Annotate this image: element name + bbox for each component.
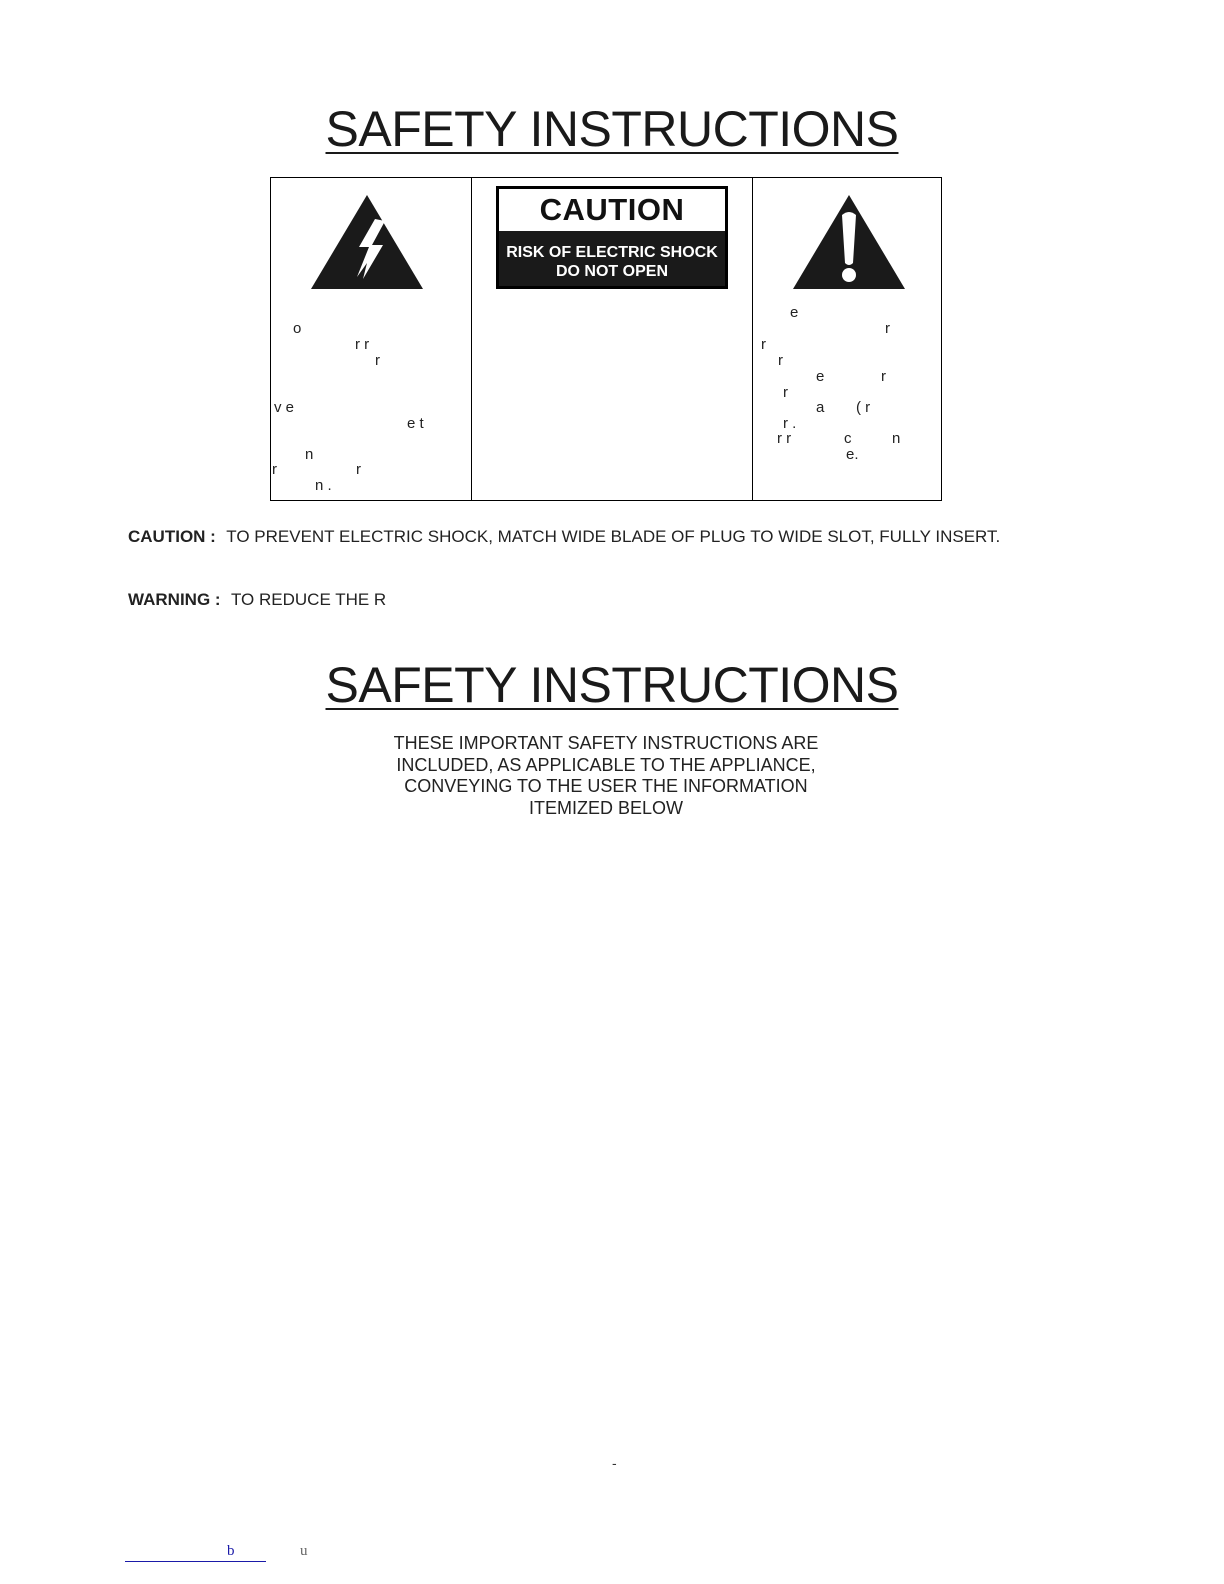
symbol-description-fragment: r . [783,415,797,432]
symbol-description-fragment: e [816,368,825,385]
symbol-description-fragment: r [885,320,890,337]
symbol-description-fragment: n [305,446,314,463]
page-title-top: SAFETY INSTRUCTIONS [325,101,899,157]
footer-link-text: b [227,1543,235,1559]
caution-risk-text: RISK OF ELECTRIC SHOCK [506,244,718,261]
symbol-description-fragment: r r [355,336,370,353]
symbol-description-fragment: r [881,368,886,385]
symbol-description-fragment: n . [315,477,332,494]
symbol-description-fragment: r [761,336,766,353]
symbol-description-fragment: a [816,399,825,416]
footer-link[interactable] [125,1543,266,1562]
symbol-description-fragment: n [892,430,901,447]
warning-notice-text: TO REDUCE THE R [230,590,387,609]
safety-symbols-table [270,177,942,501]
caution-do-not-open-text: DO NOT OPEN [555,263,668,280]
symbol-description-fragment: r [778,352,783,369]
caution-label [496,186,728,289]
symbol-description-fragment: v e [274,399,295,416]
lightning-bolt-warning-icon [309,193,425,291]
symbol-description-fragment: c [844,430,852,447]
intro-line: INCLUDED, AS APPLICABLE TO THE APPLIANCE, [396,754,816,775]
caution-notice [128,527,1000,547]
caution-notice-text: TO PREVENT ELECTRIC SHOCK, MATCH WIDE BLADE OF PLUG TO WIDE SLOT, FULLY INSERT. [226,527,1001,546]
page-title-bottom: SAFETY INSTRUCTIONS [325,657,899,713]
exclamation-symbol-cell [753,178,941,500]
caution-label-body [499,231,725,286]
caution-label-cell [472,178,753,500]
page-number-marker: - [612,1455,617,1471]
intro-paragraph [0,733,1212,819]
warning-notice [128,590,386,610]
caution-heading: CAUTION [539,192,685,227]
symbol-description-fragment: e. [846,446,859,463]
symbol-description-fragment: e t [407,415,424,432]
caution-notice-label: CAUTION : [128,527,216,546]
symbol-description-fragment: r [356,461,361,478]
symbol-description-fragment: o [293,320,302,337]
symbol-description-fragment: e [790,304,799,321]
electric-shock-symbol-cell [271,178,472,500]
exclamation-warning-icon [791,193,907,291]
symbol-description-fragment: r [375,352,380,369]
intro-line: CONVEYING TO THE USER THE INFORMATION [404,776,808,796]
symbol-description-fragment: r r [777,430,792,447]
symbol-description-fragment: ( r [856,399,871,416]
footer-text-fragment: u [300,1543,308,1559]
warning-notice-label: WARNING : [128,590,221,609]
intro-line: ITEMIZED BELOW [528,797,683,818]
symbol-description-fragment: r [783,384,788,401]
intro-line: THESE IMPORTANT SAFETY INSTRUCTIONS ARE [393,733,819,753]
symbol-description-fragment: r [272,461,277,478]
